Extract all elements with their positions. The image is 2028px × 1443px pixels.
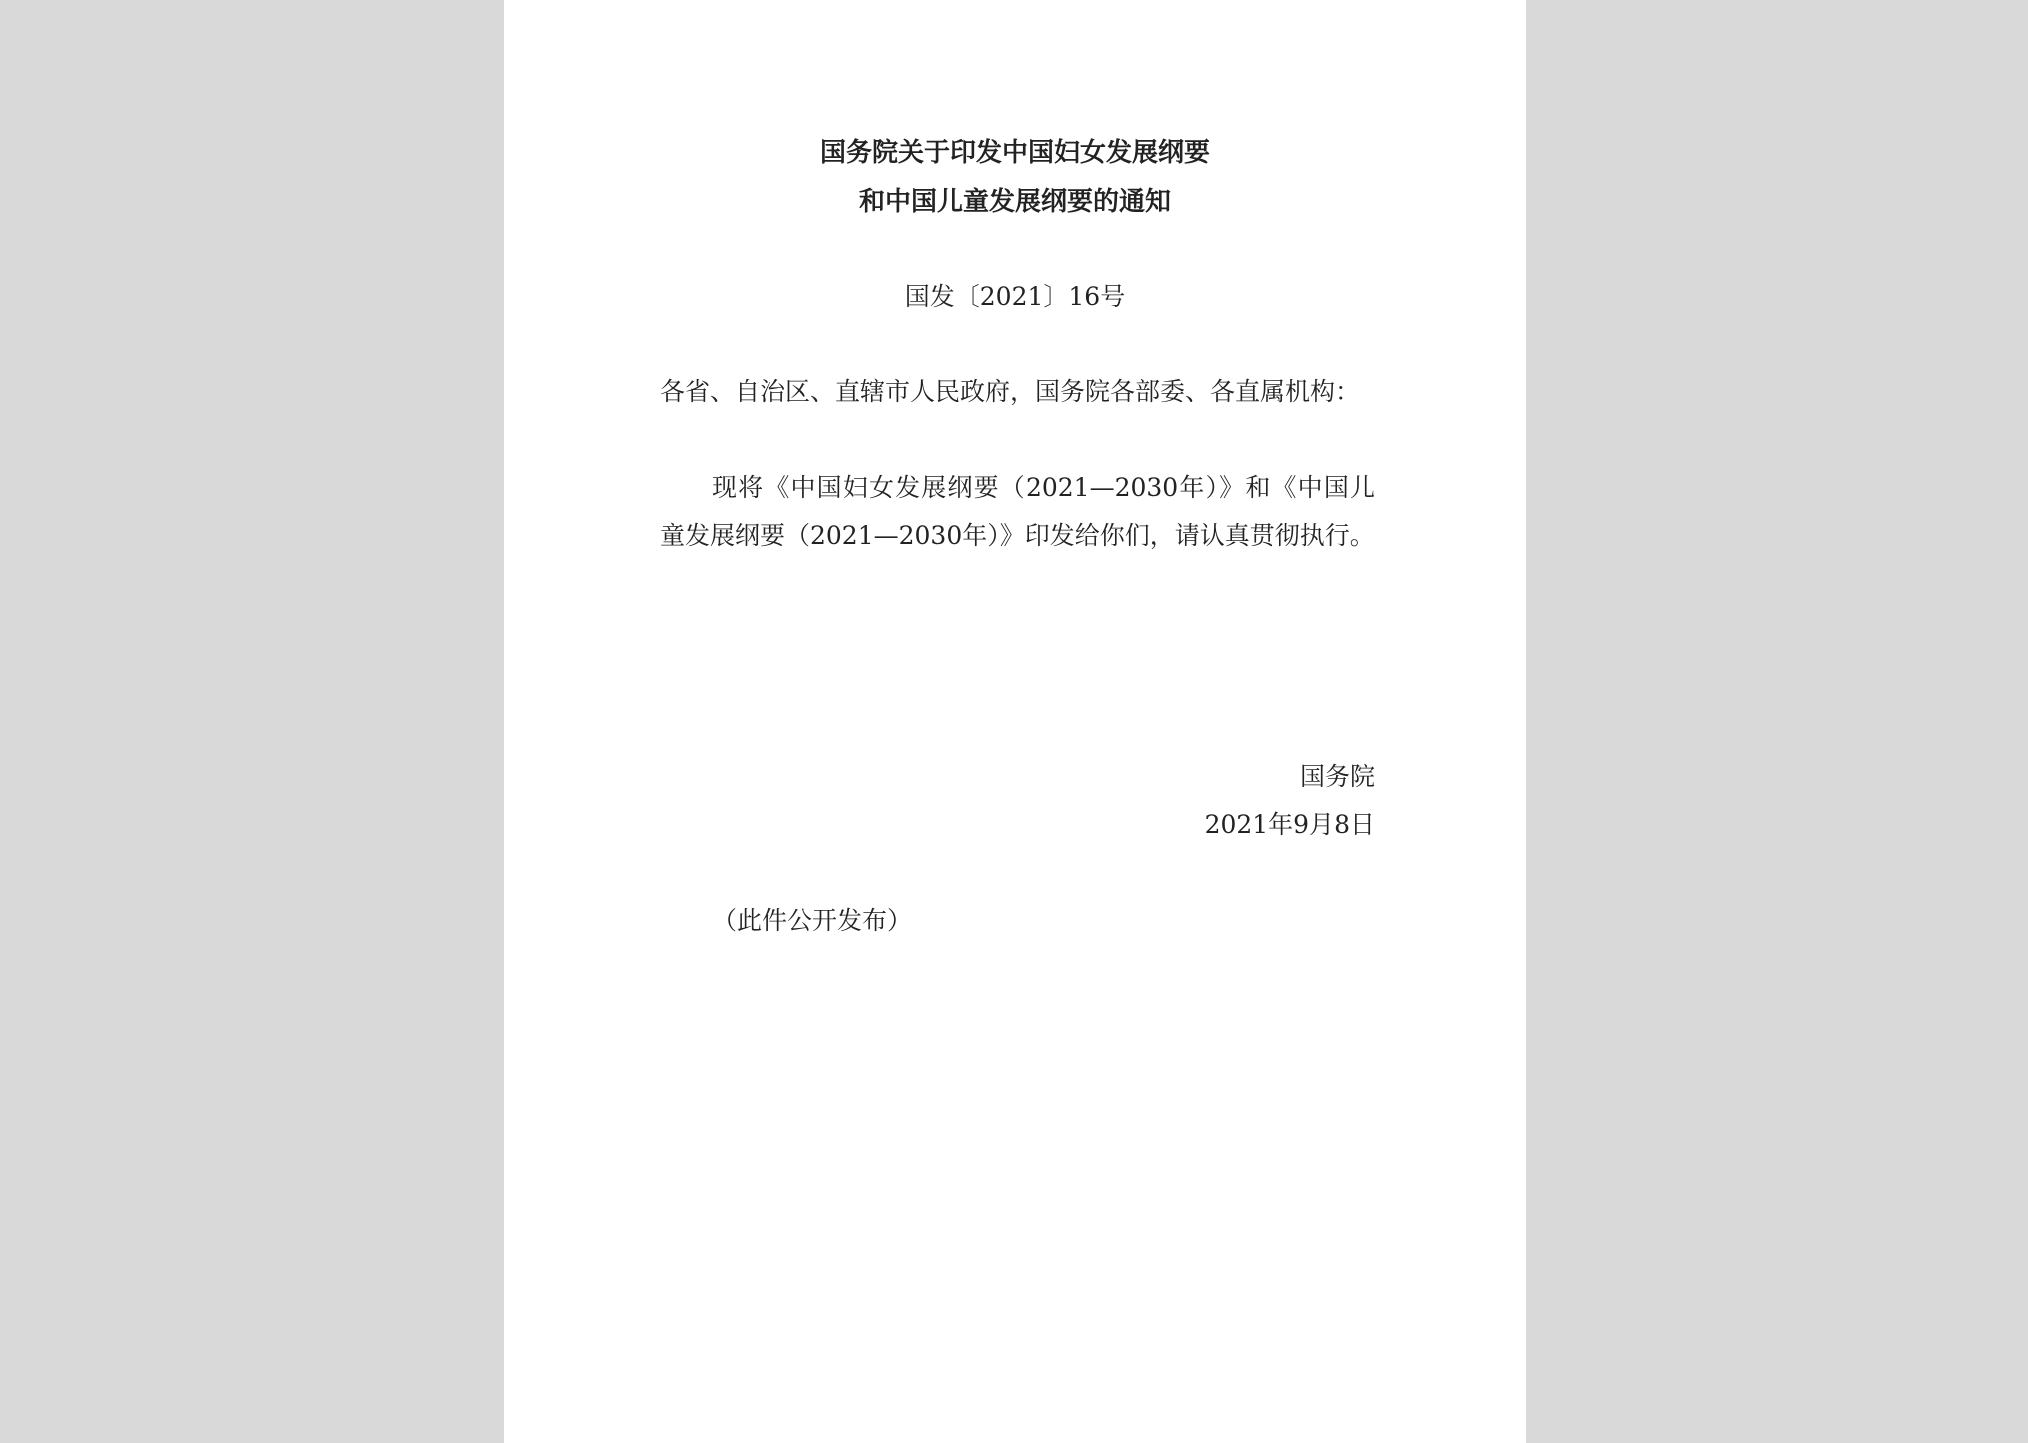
document-number: 国发〔2021〕16号 <box>904 282 1126 311</box>
signature-date: 2021年9月8日 <box>1204 810 1375 839</box>
document-title-line2: 和中国儿童发展纲要的通知 <box>858 187 1171 217</box>
document-page <box>504 0 1526 1443</box>
publication-note: （此件公开发布） <box>712 906 913 935</box>
signature-organization: 国务院 <box>1299 762 1375 791</box>
body-paragraph: 现将《中国妇女发展纲要（2021—2030年）》和《中国儿童发展纲要（2021—2030年）》印发给你们，请认真贯彻执行。 <box>660 473 1375 550</box>
addressee: 各省、自治区、直辖市人民政府，国务院各部委、各直属机构： <box>660 377 1361 406</box>
document-title-line1: 国务院关于印发中国妇女发展纲要 <box>819 138 1210 168</box>
